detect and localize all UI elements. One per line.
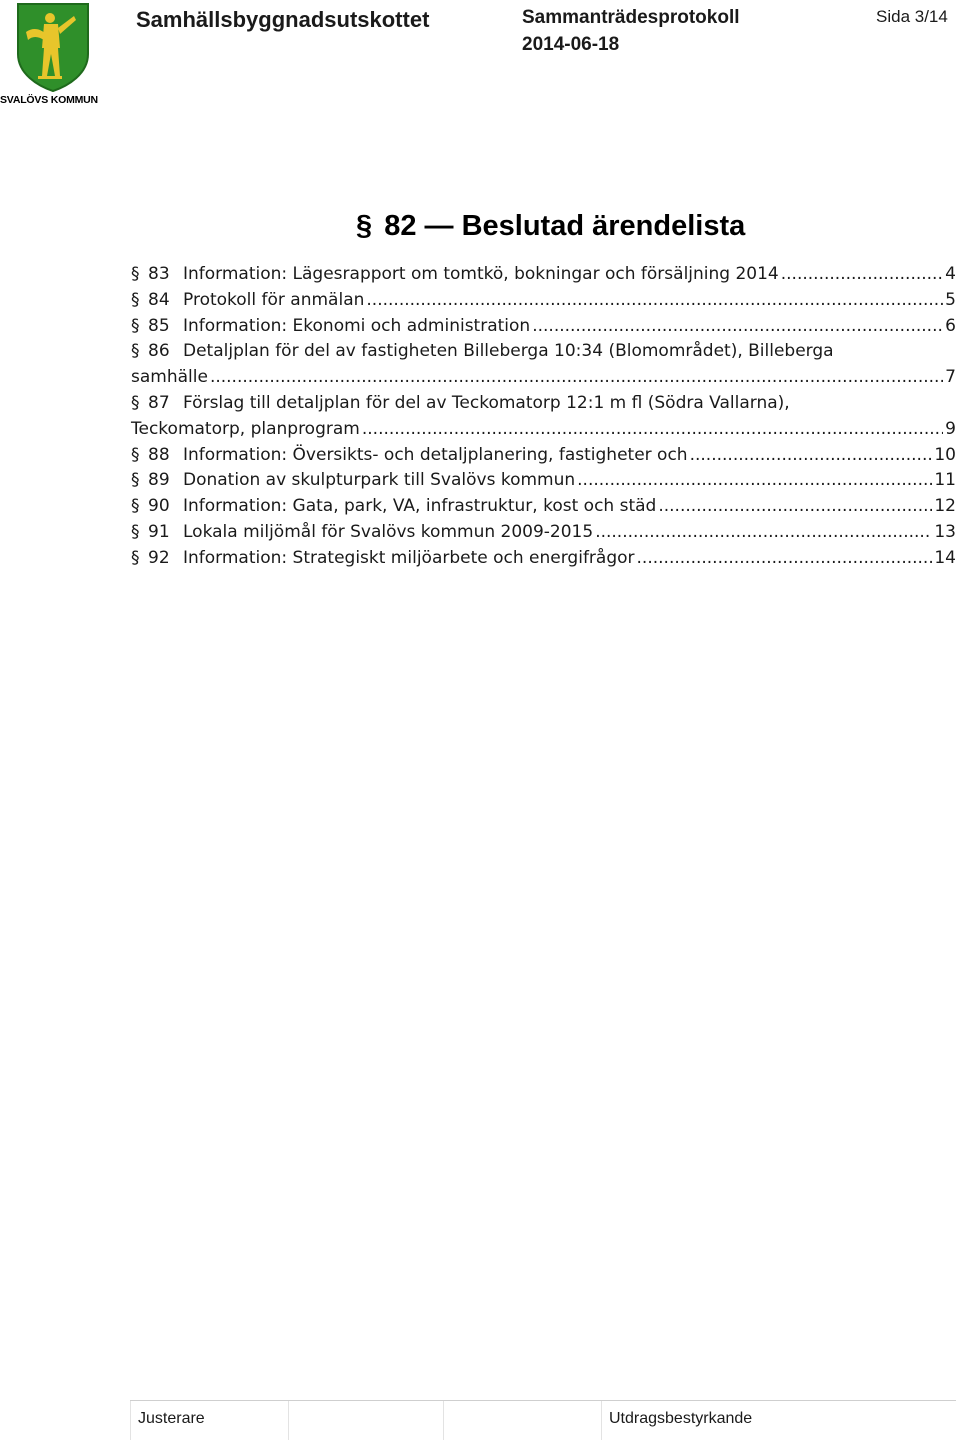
section-symbol: § bbox=[131, 547, 140, 568]
document-type: Sammanträdesprotokoll bbox=[522, 7, 740, 28]
agenda-list bbox=[131, 262, 956, 572]
item-page: 14 bbox=[934, 547, 956, 568]
coat-of-arms-icon bbox=[16, 2, 90, 92]
item-number: 86 bbox=[148, 341, 170, 362]
section-symbol: § bbox=[131, 392, 140, 413]
meeting-date: 2014-06-18 bbox=[522, 34, 620, 55]
agenda-item[interactable] bbox=[131, 520, 956, 546]
item-page: 10 bbox=[934, 444, 956, 465]
item-page: 12 bbox=[934, 496, 956, 517]
item-page: 13 bbox=[934, 521, 956, 542]
section-symbol: § bbox=[131, 521, 140, 542]
item-title: Donation av skulpturpark till Svalövs kommun bbox=[183, 470, 576, 491]
section-symbol: § bbox=[131, 315, 140, 336]
committee-name: Samhällsbyggnadsutskottet bbox=[136, 7, 430, 32]
item-number: 92 bbox=[148, 547, 170, 568]
item-page: 11 bbox=[934, 470, 956, 491]
justerare-label: Justerare bbox=[138, 1410, 205, 1427]
dot-leader bbox=[362, 417, 943, 443]
dot-leader bbox=[210, 365, 943, 391]
item-title-continued: Teckomatorp, planprogram bbox=[131, 418, 360, 439]
item-number: 91 bbox=[148, 521, 170, 542]
municipality-logo bbox=[0, 2, 110, 106]
dot-leader bbox=[690, 443, 933, 469]
item-title: Lokala miljömål för Svalövs kommun 2009-2015 bbox=[183, 521, 594, 542]
dot-leader bbox=[595, 520, 932, 546]
item-number: 87 bbox=[148, 392, 170, 413]
signature-cell bbox=[288, 1401, 444, 1440]
agenda-item[interactable] bbox=[131, 546, 956, 572]
agenda-item[interactable] bbox=[131, 391, 956, 443]
agenda-item[interactable] bbox=[131, 494, 956, 520]
item-number: 88 bbox=[148, 444, 170, 465]
item-page: 4 bbox=[945, 264, 956, 284]
item-title: Information: Översikts- och detaljplanering, fastigheter och bbox=[183, 444, 688, 465]
agenda-item[interactable] bbox=[131, 288, 956, 314]
dot-leader bbox=[366, 288, 943, 314]
logo-text: SVALÖVS KOMMUN bbox=[0, 94, 98, 106]
section-symbol: § bbox=[131, 341, 140, 362]
dot-leader bbox=[577, 468, 932, 494]
dot-leader bbox=[658, 494, 932, 520]
agenda-item[interactable] bbox=[131, 262, 956, 288]
page-number: Sida 3/14 bbox=[876, 7, 948, 26]
agenda-item[interactable] bbox=[131, 314, 956, 340]
section-symbol: § bbox=[131, 470, 140, 491]
dot-leader bbox=[532, 314, 943, 340]
item-number: 90 bbox=[148, 496, 170, 517]
agenda-item[interactable] bbox=[131, 339, 956, 391]
item-title: Information: Gata, park, VA, infrastruktur, kost och städ bbox=[183, 496, 657, 517]
section-symbol: § bbox=[356, 210, 373, 242]
item-number: 84 bbox=[148, 289, 170, 310]
item-page: 9 bbox=[945, 418, 956, 439]
section-symbol: § bbox=[131, 444, 140, 465]
utdrag-cell bbox=[601, 1401, 957, 1440]
section-symbol: § bbox=[131, 496, 140, 517]
item-number: 83 bbox=[148, 264, 170, 284]
item-number: 89 bbox=[148, 470, 170, 491]
agenda-item[interactable] bbox=[131, 443, 956, 469]
item-number: 85 bbox=[148, 315, 170, 336]
item-title: Information: Ekonomi och administration bbox=[183, 315, 531, 336]
page-title-text: 82 — Beslutad ärendelista bbox=[384, 210, 746, 242]
item-page: 6 bbox=[945, 315, 956, 336]
justerare-cell bbox=[130, 1401, 289, 1440]
item-title: Information: Strategiskt miljöarbete och energifrågor bbox=[183, 547, 635, 568]
item-page: 5 bbox=[945, 289, 956, 310]
item-title: Information: Lägesrapport om tomtkö, bokningar och försäljning 2014 bbox=[183, 264, 779, 284]
utdrag-label: Utdragsbestyrkande bbox=[609, 1410, 753, 1427]
item-title: Förslag till detaljplan för del av Teckomatorp 12:1 m fl (Södra Vallarna), bbox=[183, 392, 790, 413]
item-title: Protokoll för anmälan bbox=[183, 289, 365, 310]
page-title bbox=[356, 210, 745, 243]
dot-leader bbox=[781, 262, 943, 288]
item-title-continued: samhälle bbox=[131, 367, 208, 388]
item-title: Detaljplan för del av fastigheten Billeberga 10:34 (Blomområdet), Billeberga bbox=[183, 341, 834, 362]
signature-cell bbox=[443, 1401, 602, 1440]
section-symbol: § bbox=[131, 264, 140, 284]
dot-leader bbox=[637, 546, 933, 572]
signature-footer bbox=[130, 1400, 956, 1440]
agenda-item[interactable] bbox=[131, 468, 956, 494]
item-page: 7 bbox=[945, 367, 956, 388]
section-symbol: § bbox=[131, 289, 140, 310]
